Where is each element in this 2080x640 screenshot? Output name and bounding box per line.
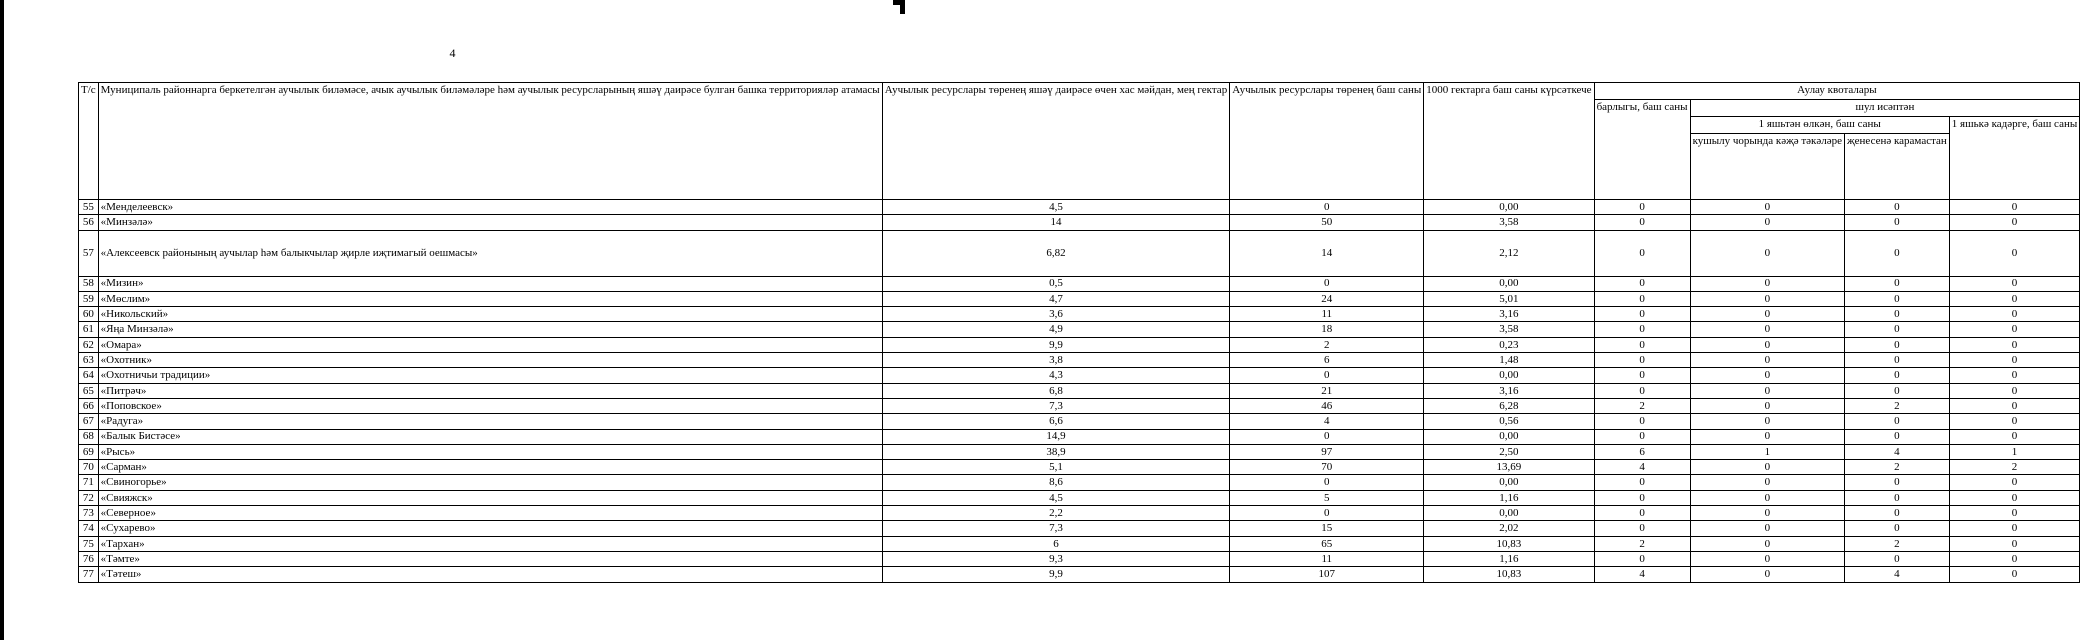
table-row — [79, 337, 2080, 352]
quota-regardless: 0 — [1845, 368, 1950, 383]
row-number: 76 — [79, 551, 99, 566]
quota-total: 2 — [1594, 398, 1690, 413]
quota-pregnant: 1 — [1690, 444, 1844, 459]
table-row — [79, 322, 2080, 337]
quota-pregnant: 0 — [1690, 322, 1844, 337]
quota-regardless: 0 — [1845, 506, 1950, 521]
table-row — [79, 521, 2080, 536]
header-pregnant: кушылу чорында кәҗә тәкәләре — [1690, 134, 1844, 200]
scan-edge-left — [0, 0, 4, 640]
count-value: 97 — [1230, 444, 1424, 459]
count-value: 50 — [1230, 215, 1424, 230]
row-number: 60 — [79, 307, 99, 322]
quota-total: 2 — [1594, 536, 1690, 551]
table-row — [79, 398, 2080, 413]
density-value: 1,16 — [1424, 490, 1594, 505]
density-value: 13,69 — [1424, 460, 1594, 475]
count-value: 0 — [1230, 475, 1424, 490]
quota-pregnant: 0 — [1690, 276, 1844, 291]
hunting-ground-name: «Менделеевск» — [98, 200, 882, 215]
density-value: 0,00 — [1424, 475, 1594, 490]
area-value: 2,2 — [882, 506, 1230, 521]
count-value: 0 — [1230, 276, 1424, 291]
quota-pregnant: 0 — [1690, 200, 1844, 215]
quota-total: 4 — [1594, 567, 1690, 582]
header-quota: Аулау квоталары — [1594, 83, 2080, 100]
count-value: 18 — [1230, 322, 1424, 337]
quota-total: 0 — [1594, 307, 1690, 322]
area-value: 3,6 — [882, 307, 1230, 322]
density-value: 10,83 — [1424, 567, 1594, 582]
area-value: 6,82 — [882, 230, 1230, 276]
table-row — [79, 429, 2080, 444]
table-row — [79, 368, 2080, 383]
density-value: 5,01 — [1424, 291, 1594, 306]
quota-total: 0 — [1594, 276, 1690, 291]
count-value: 0 — [1230, 368, 1424, 383]
count-value: 46 — [1230, 398, 1424, 413]
quota-pregnant: 0 — [1690, 215, 1844, 230]
quota-total: 0 — [1594, 551, 1690, 566]
quota-total: 0 — [1594, 200, 1690, 215]
quota-young: 0 — [1949, 368, 2079, 383]
header-density: 1000 гектарга баш саны күрсәткече — [1424, 83, 1594, 200]
table-row — [79, 536, 2080, 551]
quota-table — [78, 82, 2080, 583]
row-number: 63 — [79, 353, 99, 368]
quota-total: 0 — [1594, 368, 1690, 383]
hunting-ground-name: «Тәтеш» — [98, 567, 882, 582]
quota-pregnant: 0 — [1690, 353, 1844, 368]
header-including: шул исәптән — [1690, 100, 2080, 117]
quota-young: 0 — [1949, 383, 2079, 398]
table-row — [79, 200, 2080, 215]
row-number: 74 — [79, 521, 99, 536]
table-header — [79, 83, 2080, 200]
quota-young: 0 — [1949, 429, 2079, 444]
quota-total: 0 — [1594, 215, 1690, 230]
quota-regardless: 0 — [1845, 337, 1950, 352]
area-value: 5,1 — [882, 460, 1230, 475]
table-row — [79, 353, 2080, 368]
count-value: 4 — [1230, 414, 1424, 429]
quota-young: 0 — [1949, 307, 2079, 322]
hunting-ground-name: «Никольский» — [98, 307, 882, 322]
density-value: 1,48 — [1424, 353, 1594, 368]
area-value: 4,7 — [882, 291, 1230, 306]
row-number: 67 — [79, 414, 99, 429]
area-value: 9,9 — [882, 337, 1230, 352]
table-row — [79, 444, 2080, 459]
quota-young: 0 — [1949, 521, 2079, 536]
quota-regardless: 4 — [1845, 444, 1950, 459]
row-number: 69 — [79, 444, 99, 459]
row-number: 61 — [79, 322, 99, 337]
hunting-ground-name: «Алексеевск районының аучылар һәм балыкчылар җирле иҗтимагый оешмасы» — [98, 230, 882, 276]
quota-young: 0 — [1949, 230, 2079, 276]
row-number: 56 — [79, 215, 99, 230]
table-row — [79, 460, 2080, 475]
quota-young: 0 — [1949, 276, 2079, 291]
hunting-ground-name: «Северное» — [98, 506, 882, 521]
hunting-ground-name: «Рысь» — [98, 444, 882, 459]
count-value: 0 — [1230, 506, 1424, 521]
quota-pregnant: 0 — [1690, 414, 1844, 429]
quota-total: 4 — [1594, 460, 1690, 475]
count-value: 11 — [1230, 307, 1424, 322]
quota-regardless: 0 — [1845, 353, 1950, 368]
area-value: 6,8 — [882, 383, 1230, 398]
table-row — [79, 307, 2080, 322]
table-row — [79, 230, 2080, 276]
quota-regardless: 0 — [1845, 521, 1950, 536]
table-row — [79, 414, 2080, 429]
area-value: 3,8 — [882, 353, 1230, 368]
header-young: 1 яшькә кадәрге, баш саны — [1949, 117, 2079, 200]
hunting-ground-name: «Поповское» — [98, 398, 882, 413]
hunting-ground-name: «Охотничьи традиции» — [98, 368, 882, 383]
quota-regardless: 2 — [1845, 460, 1950, 475]
quota-pregnant: 0 — [1690, 383, 1844, 398]
quota-total: 0 — [1594, 230, 1690, 276]
quota-pregnant: 0 — [1690, 230, 1844, 276]
quota-total: 0 — [1594, 429, 1690, 444]
quota-regardless: 0 — [1845, 490, 1950, 505]
count-value: 65 — [1230, 536, 1424, 551]
quota-total: 0 — [1594, 490, 1690, 505]
hunting-ground-name: «Сарман» — [98, 460, 882, 475]
count-value: 5 — [1230, 490, 1424, 505]
row-number: 71 — [79, 475, 99, 490]
density-value: 2,50 — [1424, 444, 1594, 459]
hunting-ground-name: «Тәмте» — [98, 551, 882, 566]
quota-regardless: 0 — [1845, 200, 1950, 215]
hunting-ground-name: «Омара» — [98, 337, 882, 352]
hunting-ground-name: «Питрәч» — [98, 383, 882, 398]
quota-pregnant: 0 — [1690, 291, 1844, 306]
density-value: 3,58 — [1424, 322, 1594, 337]
density-value: 1,16 — [1424, 551, 1594, 566]
hunting-ground-name: «Сухарево» — [98, 521, 882, 536]
quota-regardless: 0 — [1845, 429, 1950, 444]
area-value: 14,9 — [882, 429, 1230, 444]
quota-regardless: 0 — [1845, 215, 1950, 230]
quota-regardless: 0 — [1845, 383, 1950, 398]
quota-total: 0 — [1594, 322, 1690, 337]
quota-pregnant: 0 — [1690, 460, 1844, 475]
count-value: 14 — [1230, 230, 1424, 276]
row-number: 62 — [79, 337, 99, 352]
header-regardless: җенесенә карамастан — [1845, 134, 1950, 200]
row-number: 77 — [79, 567, 99, 582]
row-number: 59 — [79, 291, 99, 306]
count-value: 0 — [1230, 200, 1424, 215]
quota-regardless: 2 — [1845, 536, 1950, 551]
row-number: 64 — [79, 368, 99, 383]
count-value: 15 — [1230, 521, 1424, 536]
row-number: 75 — [79, 536, 99, 551]
quota-total: 0 — [1594, 337, 1690, 352]
row-number: 57 — [79, 230, 99, 276]
density-value: 0,00 — [1424, 200, 1594, 215]
quota-young: 0 — [1949, 536, 2079, 551]
table-row — [79, 291, 2080, 306]
count-value: 107 — [1230, 567, 1424, 582]
row-number: 68 — [79, 429, 99, 444]
quota-pregnant: 0 — [1690, 567, 1844, 582]
area-value: 38,9 — [882, 444, 1230, 459]
header-older: 1 яшьтән өлкән, баш саны — [1690, 117, 1949, 134]
quota-young: 1 — [1949, 444, 2079, 459]
hunting-ground-name: «Охотник» — [98, 353, 882, 368]
row-number: 70 — [79, 460, 99, 475]
hunting-ground-name: «Радуга» — [98, 414, 882, 429]
hunting-ground-name: «Свиногорье» — [98, 475, 882, 490]
table-row — [79, 475, 2080, 490]
header-count: Аучылык ресурслары төренең баш саны — [1230, 83, 1424, 200]
quota-pregnant: 0 — [1690, 506, 1844, 521]
count-value: 11 — [1230, 551, 1424, 566]
quota-regardless: 2 — [1845, 398, 1950, 413]
quota-young: 0 — [1949, 414, 2079, 429]
quota-regardless: 0 — [1845, 230, 1950, 276]
area-value: 7,3 — [882, 398, 1230, 413]
hunting-ground-name: «Балык Бистәсе» — [98, 429, 882, 444]
quota-young: 0 — [1949, 215, 2079, 230]
quota-total: 0 — [1594, 353, 1690, 368]
density-value: 2,12 — [1424, 230, 1594, 276]
count-value: 0 — [1230, 429, 1424, 444]
table-row — [79, 276, 2080, 291]
density-value: 2,02 — [1424, 521, 1594, 536]
area-value: 8,6 — [882, 475, 1230, 490]
density-value: 3,16 — [1424, 307, 1594, 322]
quota-regardless: 4 — [1845, 567, 1950, 582]
scan-edge-right — [900, 0, 905, 14]
quota-total: 0 — [1594, 506, 1690, 521]
area-value: 4,3 — [882, 368, 1230, 383]
area-value: 6 — [882, 536, 1230, 551]
area-value: 4,9 — [882, 322, 1230, 337]
quota-regardless: 0 — [1845, 291, 1950, 306]
quota-pregnant: 0 — [1690, 398, 1844, 413]
header-num: Т/с — [79, 83, 99, 200]
table-body — [79, 200, 2080, 583]
quota-regardless: 0 — [1845, 307, 1950, 322]
hunting-ground-name: «Мизин» — [98, 276, 882, 291]
area-value: 4,5 — [882, 200, 1230, 215]
header-total: барлыгы, баш саны — [1594, 100, 1690, 200]
area-value: 7,3 — [882, 521, 1230, 536]
quota-pregnant: 0 — [1690, 536, 1844, 551]
hunting-ground-name: «Тархан» — [98, 536, 882, 551]
quota-regardless: 0 — [1845, 475, 1950, 490]
page-number: 4 — [449, 46, 456, 60]
density-value: 0,00 — [1424, 429, 1594, 444]
quota-regardless: 0 — [1845, 414, 1950, 429]
quota-pregnant: 0 — [1690, 337, 1844, 352]
hunting-ground-name: «Минзәлә» — [98, 215, 882, 230]
quota-pregnant: 0 — [1690, 521, 1844, 536]
density-value: 0,56 — [1424, 414, 1594, 429]
count-value: 6 — [1230, 353, 1424, 368]
table-row — [79, 490, 2080, 505]
quota-young: 2 — [1949, 460, 2079, 475]
density-value: 0,00 — [1424, 506, 1594, 521]
count-value: 70 — [1230, 460, 1424, 475]
row-number: 66 — [79, 398, 99, 413]
quota-total: 0 — [1594, 291, 1690, 306]
hunting-ground-name: «Свияжск» — [98, 490, 882, 505]
quota-young: 0 — [1949, 291, 2079, 306]
area-value: 6,6 — [882, 414, 1230, 429]
density-value: 0,00 — [1424, 368, 1594, 383]
hunting-ground-name: «Яңа Минзәлә» — [98, 322, 882, 337]
quota-young: 0 — [1949, 322, 2079, 337]
quota-young: 0 — [1949, 337, 2079, 352]
density-value: 0,00 — [1424, 276, 1594, 291]
density-value: 6,28 — [1424, 398, 1594, 413]
table-row — [79, 506, 2080, 521]
row-number: 58 — [79, 276, 99, 291]
quota-total: 0 — [1594, 383, 1690, 398]
hunting-ground-name: «Мөслим» — [98, 291, 882, 306]
table-row — [79, 215, 2080, 230]
row-number: 72 — [79, 490, 99, 505]
density-value: 0,23 — [1424, 337, 1594, 352]
count-value: 24 — [1230, 291, 1424, 306]
quota-pregnant: 0 — [1690, 368, 1844, 383]
quota-young: 0 — [1949, 490, 2079, 505]
quota-pregnant: 0 — [1690, 429, 1844, 444]
quota-regardless: 0 — [1845, 276, 1950, 291]
quota-young: 0 — [1949, 475, 2079, 490]
quota-regardless: 0 — [1845, 322, 1950, 337]
table-row — [79, 567, 2080, 582]
quota-regardless: 0 — [1845, 551, 1950, 566]
table-row — [79, 551, 2080, 566]
area-value: 14 — [882, 215, 1230, 230]
quota-total: 0 — [1594, 414, 1690, 429]
density-value: 10,83 — [1424, 536, 1594, 551]
row-number: 65 — [79, 383, 99, 398]
quota-young: 0 — [1949, 551, 2079, 566]
row-number: 73 — [79, 506, 99, 521]
quota-total: 6 — [1594, 444, 1690, 459]
area-value: 9,9 — [882, 567, 1230, 582]
quota-young: 0 — [1949, 398, 2079, 413]
header-name: Муниципаль районнарга беркетелгән аучылык биләмәсе, ачык аучылык биләмәләре һәм аучылык ресурсларының яшәү даирәсе булган башка территорияләр атамасы — [98, 83, 882, 200]
quota-young: 0 — [1949, 567, 2079, 582]
area-value: 0,5 — [882, 276, 1230, 291]
quota-young: 0 — [1949, 200, 2079, 215]
quota-pregnant: 0 — [1690, 551, 1844, 566]
quota-pregnant: 0 — [1690, 490, 1844, 505]
density-value: 3,58 — [1424, 215, 1594, 230]
count-value: 21 — [1230, 383, 1424, 398]
count-value: 2 — [1230, 337, 1424, 352]
area-value: 9,3 — [882, 551, 1230, 566]
quota-pregnant: 0 — [1690, 307, 1844, 322]
table-row — [79, 383, 2080, 398]
quota-pregnant: 0 — [1690, 475, 1844, 490]
density-value: 3,16 — [1424, 383, 1594, 398]
quota-total: 0 — [1594, 475, 1690, 490]
quota-total: 0 — [1594, 521, 1690, 536]
quota-young: 0 — [1949, 506, 2079, 521]
row-number: 55 — [79, 200, 99, 215]
quota-young: 0 — [1949, 353, 2079, 368]
area-value: 4,5 — [882, 490, 1230, 505]
header-area: Аучылык ресурслары төренең яшәү даирәсе өчен хас мәйдан, мең гектар — [882, 83, 1230, 200]
